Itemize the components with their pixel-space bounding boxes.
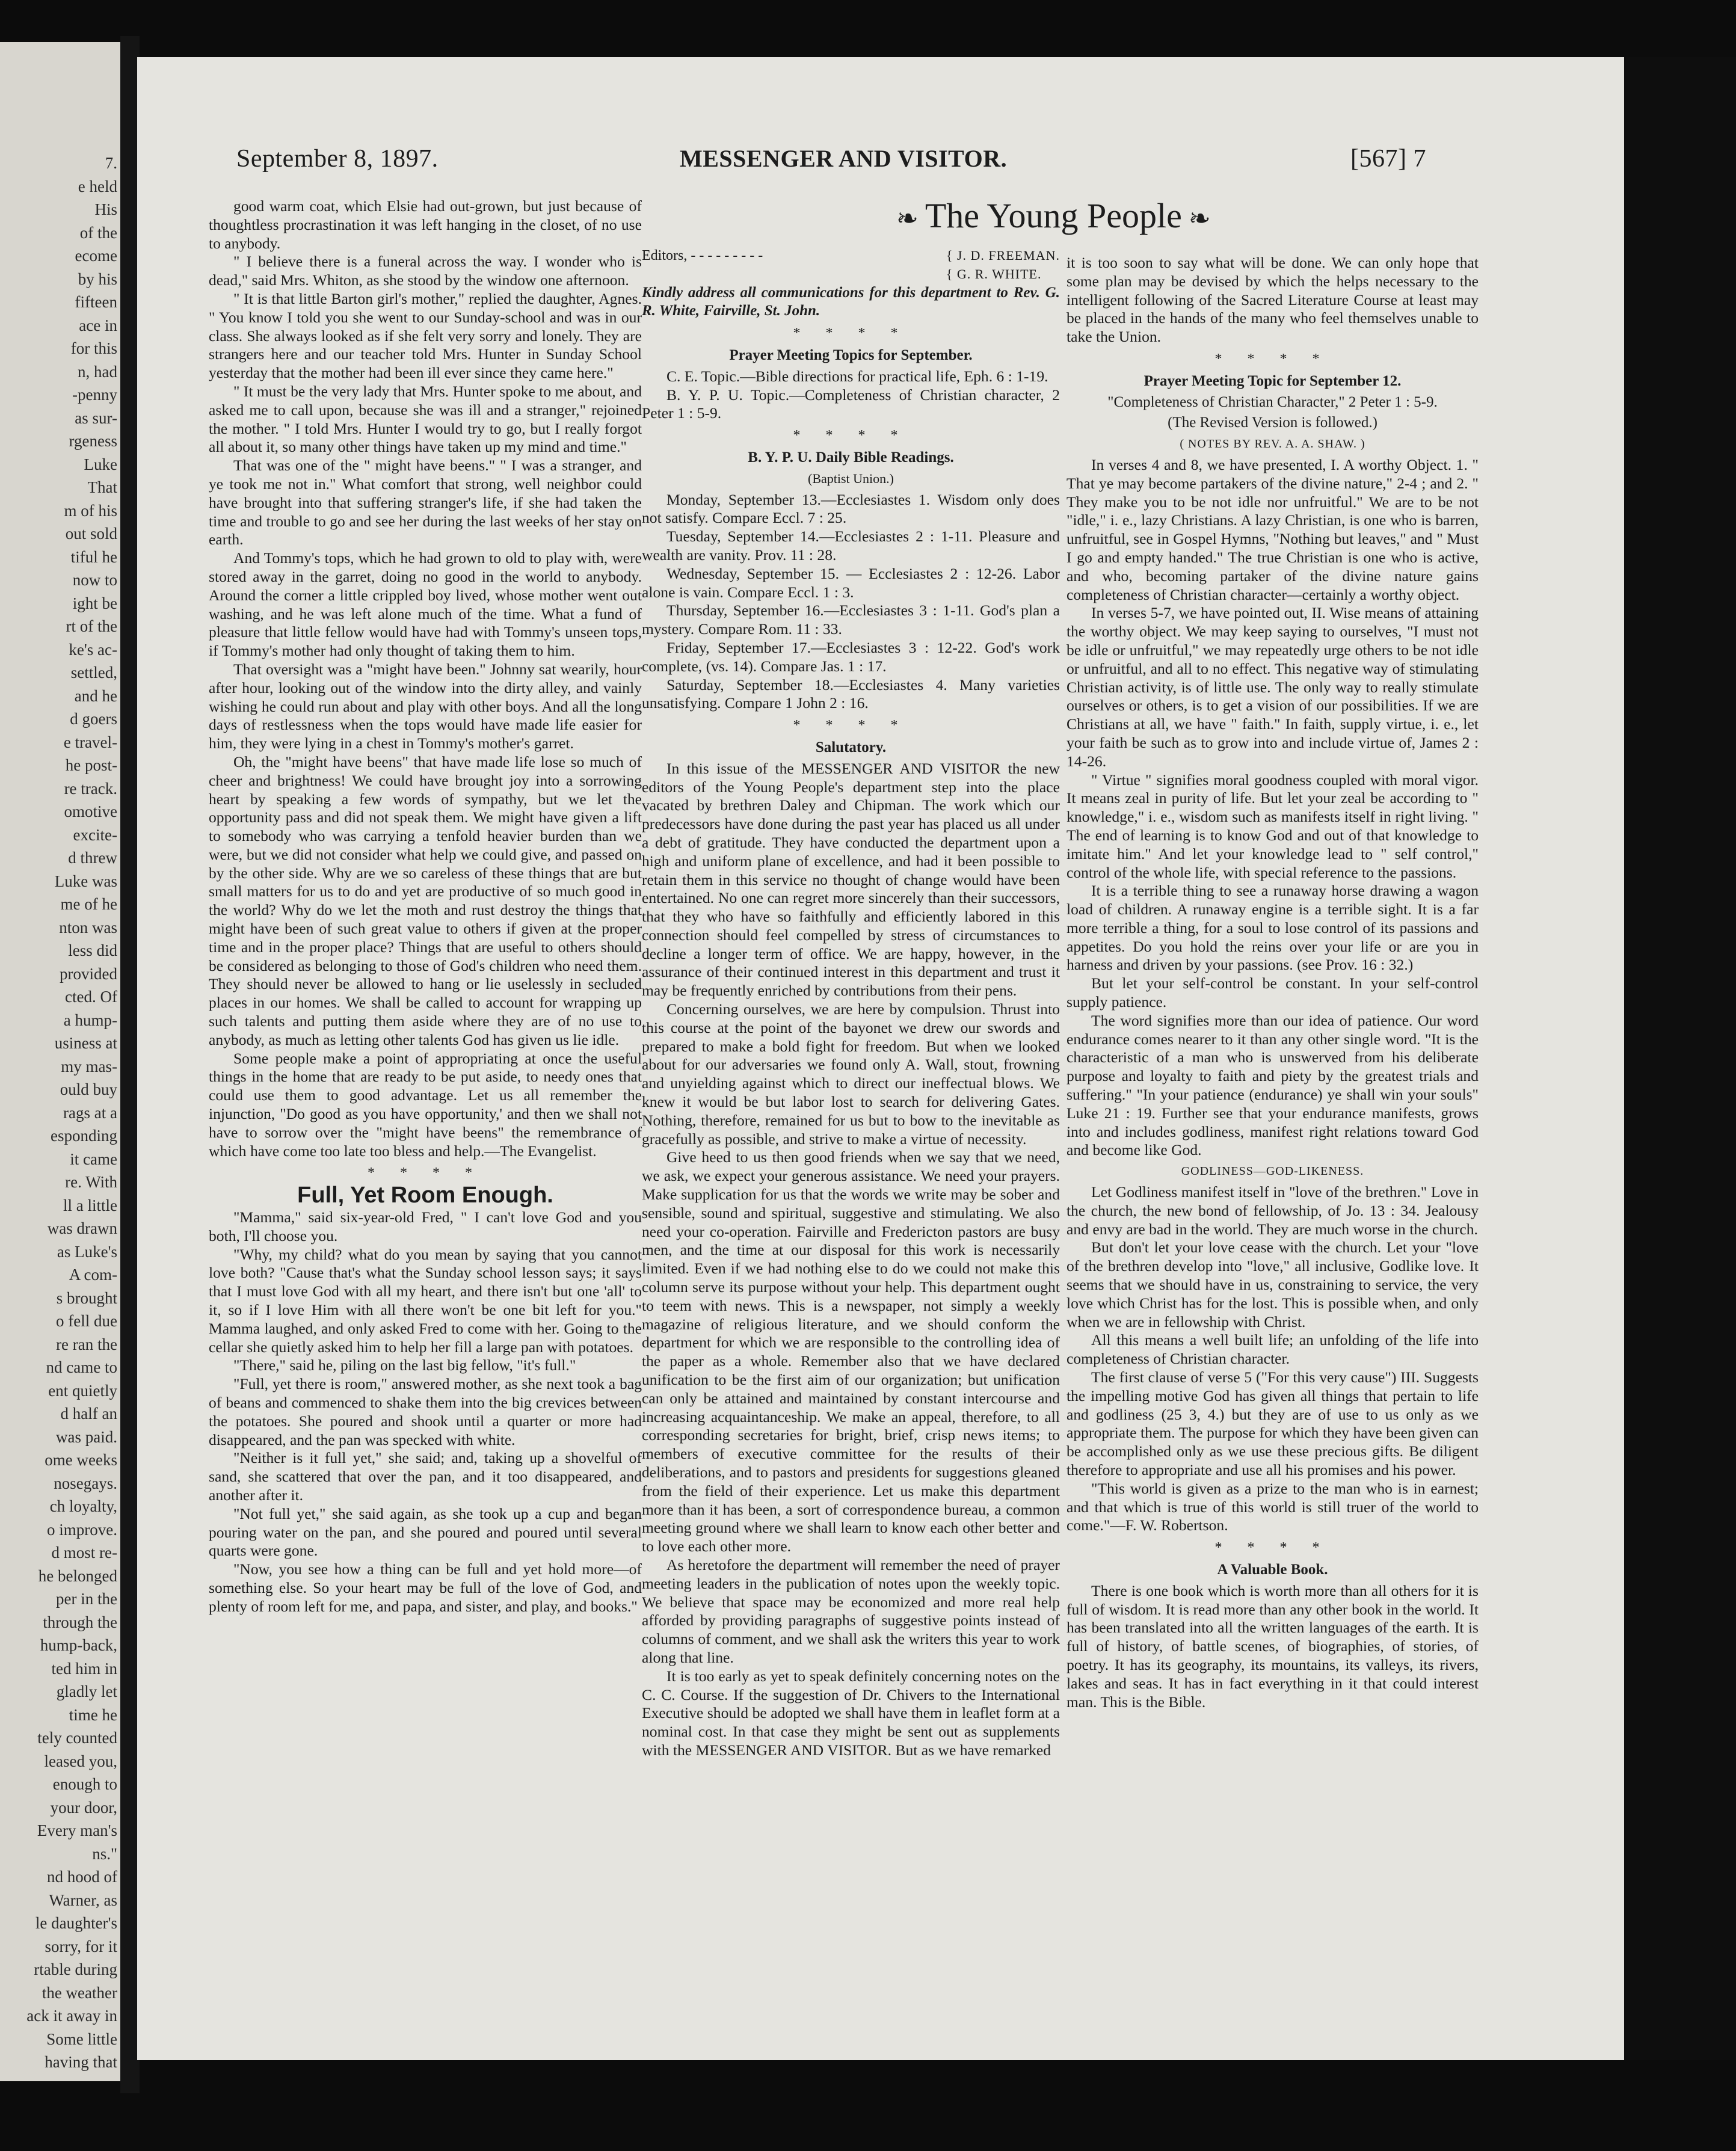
paragraph: "There," said he, piling on the last big fellow, "it's full." (233, 1356, 576, 1374)
prev-page-text-fragment: o fell due (56, 1312, 117, 1330)
prev-page-text-fragment: rt of the (66, 617, 117, 635)
paragraph: " It must be the very lady that Mrs. Hunter spoke to me about, and asked me to call upon, because she was ill and a stranger," rejoined the mother. " I told Mrs. Hunter I would try to go, but I really forgot all about it, so many other things have taken up my mind and time." (209, 382, 642, 456)
prev-page-text-fragment: he belonged (38, 1566, 117, 1585)
prev-page-text-fragment: leased you, (44, 1752, 117, 1770)
prev-page-text-fragment: and he (74, 686, 117, 705)
editor-name: J. D. FREEMAN. (956, 248, 1060, 263)
prev-page-text-fragment: re ran the (56, 1335, 117, 1353)
section-divider: * * * * (793, 718, 909, 734)
prev-page-text-fragment: -penny (72, 386, 117, 404)
paragraph: "Mamma," said six-year-old Fred, " I can't love God and you both, I'll choose you. (209, 1208, 642, 1245)
prev-page-text-fragment: provided (60, 964, 117, 983)
prev-page-text-fragment: now to (72, 571, 117, 589)
godliness-heading: GODLINESS—GOD-LIKENESS. (1181, 1165, 1364, 1178)
prev-page-text-fragment: ight be (72, 594, 117, 612)
paragraph: Friday, September 17.—Ecclesiastes 3 : 12-22. God's work complete, (vs. 14). Compare Jas. 1 : 17. (642, 638, 1060, 675)
prev-page-text-fragment: per in the (56, 1590, 117, 1608)
prev-page-text-fragment: Luke was (54, 872, 117, 890)
prev-page-text-fragment: as sur- (75, 408, 117, 427)
prev-page-text-fragment: less did (68, 941, 117, 959)
bible-readings-heading: B. Y. P. U. Daily Bible Readings. (748, 449, 954, 466)
prev-page-text-fragment: he post- (65, 756, 117, 774)
paragraph: The word signifies more than our idea of patience. Our word endurance comes nearer to it than any other single word. "It is the characteristic of a man who is unswerved from his deliberate purpose and loyalty to faith and piety by the greatest trials and suffering." "In your patience (endurance) ye shall win your souls" Luke 21 : 19. Further see that your endurance manifests, grows into and includes godliness, manifest right relations toward God and become like God. (1067, 1011, 1479, 1159)
paragraph: Concerning ourselves, we are here by compulsion. Thrust into this course at the point of the bayonet we drew our swords and prepared to make a bold fight for freedom. But when we looked about for our adversaries we found only A. Wall, stout, frowning and unyielding against which to direct our ineffectual blows. We knew it would be but labor lost to search for delivering Gates. Nothing, therefore, remained for us but to bow to the inevitable as gracefully as possible, and strive to make a virtue of necessity. (642, 1000, 1060, 1148)
paragraph: As heretofore the department will remember the need of prayer meeting leaders in the publication of notes upon the weekly topic. We believe that space may be economized and more real help afforded by providing paragraphs of suggestive points instead of columns of comment, and we shall ask the writers this year to work along that line. (642, 1556, 1060, 1666)
prev-page-text-fragment: re. With (65, 1173, 117, 1191)
paragraph: "This world is given as a prize to the man who is in earnest; and that which is true of this world is still truer of the world to come."—F. W. Robertson. (1067, 1479, 1479, 1534)
prev-page-text-fragment: having that (45, 2053, 117, 2071)
prev-page-text-fragment: a hump- (63, 1011, 117, 1029)
prev-page-text-fragment: enough to (52, 1775, 117, 1793)
prev-page-text-fragment: le daughter's (35, 1914, 117, 1932)
prev-page-text-fragment: e held (78, 177, 117, 195)
paragraph: That was one of the " might have beens." " I was a stranger, and ye took me not in." What comfort that strong, well neighbor could have brought into that suffering stranger's life, if she had taken the time and trouble to go and see her during the last weeks of her stay on earth. (209, 457, 642, 549)
prev-page-text-fragment: Luke (84, 455, 117, 473)
prev-page-text-fragment: it came (70, 1149, 117, 1168)
page-number: [567] 7 (1350, 145, 1426, 173)
prev-page-text-fragment: That (87, 478, 117, 496)
salutatory-heading: Salutatory. (815, 739, 887, 755)
paragraph: "Why, my child? what do you mean by saying that you cannot love both? "Cause that's what the Sunday school lesson says; it says that I must love God with all my heart, and there isn't but one 'all' to it, so if I love Him with all there won't be one bit left for you." Mamma laughed, and only asked Fred to come with her. Going to the cellar she quietly asked him to help her fill a large pan with potatoes. (209, 1245, 642, 1356)
prev-page-text-fragment: m of his (64, 501, 117, 520)
prev-page-text-fragment: cted. Of (65, 988, 117, 1006)
paragraph: Monday, September 13.—Ecclesiastes 1. Wisdom only does not satisfy. Compare Eccl. 7 : 25. (642, 490, 1060, 527)
prev-page-text-fragment: settled, (70, 663, 117, 682)
prev-page-text-fragment: rags at a (63, 1103, 117, 1122)
paragraph: "Full, yet there is room," answered mother, as she next took a bag of beans and commenced to shake them into the big crevices between the potatoes. She poured and shook until a quarter or more had disappeared, and the pan was specked with white. (209, 1375, 642, 1448)
prev-page-text-fragment: d most re- (51, 1543, 117, 1562)
prev-page-text-fragment: nd hood of (47, 1868, 117, 1886)
paragraph: Saturday, September 18.—Ecclesiastes 4. Many varieties unsatisfying. Compare 1 John 2 : 16. (642, 675, 1060, 712)
paragraph: " I believe there is a funeral across the way. I wonder who is dead," said Mrs. Whiton, as she stood by the window one afternoon. (209, 253, 642, 289)
prev-page-text-fragment: ns." (92, 1844, 117, 1863)
prev-page-text-fragment: time he (69, 1705, 117, 1724)
prev-page-text-fragment: was drawn (47, 1219, 117, 1237)
paragraph: There is one book which is worth more than all others for it is full of wisdom. It is read more than any other book in the world. It has been translated into all the written languages of the earth. It is full of history, of battle scenes, of biographies, of stories, of poetry. It has its geography, its mountains, its valleys, its rivers, lakes and seas. It has in fact everything in it that could interest man. This is the Bible. (1067, 1581, 1479, 1711)
editors-names: { J. D. FREEMAN. { G. R. WHITE. (946, 248, 1060, 282)
prev-page-text-fragment: n, had (78, 362, 117, 381)
prev-page-text-fragment: ke's ac- (69, 640, 117, 659)
paragraph: Thursday, September 16.—Ecclesiastes 3 : 1-11. God's plan a mystery. Compare Rom. 11 : 33. (642, 602, 1060, 638)
paragraph: And Tommy's tops, which he had grown to old to play with, were stored away in the garret, doing no good in the world to anybody. Around the corner a little crippled boy lived, whose mother went out washing, and he was left alone much of the time. What a fund of pleasure that little fellow would have had with Tommy's unseen tops, if Tommy's mother had only thought of taking them to him. (209, 549, 642, 660)
prev-page-text-fragment: e travel- (63, 733, 117, 751)
paragraph: B. Y. P. U. Topic.—Completeness of Christian character, 2 Peter 1 : 5-9. (642, 386, 1060, 422)
prev-page-text-fragment: sorry, for it (45, 1937, 117, 1956)
masthead-title: MESSENGER AND VISITOR. (680, 145, 1008, 172)
paragraph: In this issue of the MESSENGER AND VISITOR the new editors of the Young People's department step into the place vacated by brethren Daley and Chipman. The work which our predecessors have done during the past year has placed us all under a debt of gratitude. They have conducted the department upon a high and uniform plane of excellence, and had it been possible to retain them in this service no thought of change would have been entertained. No one can regret more sincerely than their successors, that they who have so faithfully and efficiently labored in this connection should feel compelled by stress of circumstances to decline a longer term of office. We are happy, however, in the assurance of their continued interest in this department and trust it may be frequently enriched by contributions from their pens. (642, 759, 1060, 1000)
prev-page-text-fragment: me of he (60, 895, 117, 913)
prev-page-text-fragment: re track. (64, 779, 117, 798)
prev-page-text-fragment: your door, (50, 1798, 117, 1817)
prev-page-text-fragment: A com- (69, 1266, 117, 1284)
scan-border (1624, 57, 1736, 2060)
paragraph: But don't let your love cease with the church. Let your "love of the brethren develop into "love," all inclusive, Godlike love. It seems that we should have in us, constraining to service, the very love which Christ has for the lost. This is possible when, and only when we are in fellowship with Christ. (1067, 1239, 1479, 1331)
paragraph: That oversight was a "might have been." Johnny sat wearily, hour after hour, looking out of the window into the dirty alley, and vainly wishing he could run about and play with other boys. And all the long days of restlessness when the tops would have made life easier for him, they were lying in a chest in Tommy's mother's garret. (209, 660, 642, 752)
prev-page-text-fragment: Every man's (37, 1821, 117, 1839)
column-right (1067, 254, 1479, 1711)
prev-page-text-fragment: ch loyalty, (49, 1497, 117, 1515)
paragraph: In verses 4 and 8, we have presented, I. A worthy Object. 1. " That ye may become partakers of the divine nature," 2-4 ; and 2. " They make you to be not idle nor unfruitful." We are to be not "idle," i. e., lazy Christians. A lazy Christian, is one who is barren, unfruitful, see in Gospel Hymns, "Nothing but leaves," and " Must I go and empty handed." The true Christian is one who is active, and who, becoming partaker of the divine nature gains completeness of Christian character—certainly a worthy object. (1067, 455, 1479, 603)
prev-page-text-fragment: out sold (65, 525, 117, 543)
notes-byline: ( NOTES BY REV. A. A. SHAW. ) (1180, 437, 1365, 451)
issue-date: September 8, 1897. (236, 145, 439, 173)
previous-page-fragment (0, 42, 123, 2081)
prev-page-text-fragment: of the (79, 223, 117, 242)
prev-page-text-fragment: ace in (79, 316, 117, 334)
prev-page-text-fragment: the weather (42, 1983, 117, 2002)
prev-page-text-fragment: omotive (64, 802, 117, 820)
prev-page-text-fragment: nosegays. (54, 1474, 117, 1492)
prev-page-text-fragment: as Luke's (57, 1242, 117, 1261)
prev-page-text-fragment: usiness at (54, 1034, 117, 1052)
prev-page-text-fragment: 7. (105, 154, 117, 172)
prev-page-text-fragment: ome weeks (45, 1451, 117, 1469)
paragraph: C. E. Topic.—Bible directions for practical life, Eph. 6 : 1-19. (666, 367, 1048, 385)
paragraph: In verses 5-7, we have pointed out, II. Wise means of attaining the worthy object. We may keep saying to ourselves, "I must not be idle or unfruitful," we may repeatedly urge others to be not idle or unfruitful, and all to no effect. This negative way of stimulating Christian activity, is of little use. The only way to really stimulate ourselves or others, is to get a vision of our possibilities. If we are Christians at all, we have " faith." In faith, supply virtue, i. e., let your faith be such as to grow into and include virtue of, James 2 : 14-26. (1067, 604, 1479, 770)
prev-page-text-fragment: through the (43, 1613, 117, 1631)
paragraph: It is a terrible thing to see a runaway horse drawing a wagon load of children. A runaway engine is a terrible sight. It is a far more terrible a thing, for a soul to lose control of its passions and appetites. Do you hold the reins over your life or are you in harness and driven by your passions. (see Prov. 16 : 32.) (1067, 882, 1479, 974)
article-heading: Full, Yet Room Enough. (297, 1183, 553, 1208)
prev-page-text-fragment: ack it away in (26, 2007, 117, 2025)
column-middle (642, 247, 1060, 1760)
prev-page-text-fragment: Warner, as (49, 1891, 117, 1909)
prev-page-text-fragment: for this (70, 339, 117, 357)
paragraph: Oh, the "might have beens" that have made life lose so much of cheer and brightness! We could have brought joy into a sorrowing heart by speaking a few words of sympathy, but we let the opportunity pass and did not speak them. We might have given a lift to somebody who was carrying a tenfold heavier burden than we were, but we did not consider what help we could give, and passed on by the other side. Why are we so careless of these things that are but small matters for us to do and yet are productive of so much good in the world? Why do we let the moth and rust destroy the things that might have been of such great value to others if given at the proper time and in the proper place? Things that are useful to others should be considered as belonging to those of God's children who need them. They should never be allowed to hang or lie uselessly in secluded places in our homes. We shall be called to account for wrapping up such talents and putting them aside where they are of no use to anybody, as much as letting other talents God has given us lie idle. (209, 752, 642, 1048)
paragraph: it is too soon to say what will be done. We can only hope that some plan may be devised by which the helps necessary to the intelligent following of the Sacred Literature Course at least may be placed in the hands of the many who feel themselves unable to take the Union. (1067, 254, 1479, 346)
prev-page-text-fragment: rgeness (69, 432, 117, 450)
prev-page-text-fragment: o improve. (47, 1520, 117, 1539)
prev-page-text-fragment: tely counted (37, 1729, 117, 1747)
leaf-ornament-icon: ❧ (1181, 204, 1211, 233)
paragraph: " Virtue " signifies moral goodness coupled with moral vigor. It means zeal in purity of life. But let your zeal be according to " knowledge," i. e., wisdom such as manifests itself in right living. " The end of learning is to know God and out of that knowledge to imitate him." And let your knowledge lead to " self control," control of the whole life, with special reference to the passions. (1067, 771, 1479, 881)
paragraph: Some people make a point of appropriating at once the useful things in the home that are ready to be put aside, to needy ones that could use them to good advantage. Let us all remember the injunction, "Do good as you have opportunity,' and then we shall not have to sorrow over the "might have beens" the remembrance of which have come too late too bless and help.—The Evangelist. (209, 1049, 642, 1160)
topic-line: "Completeness of Christian Character," 2 Peter 1 : 5-9. (1107, 393, 1438, 410)
column-left (209, 197, 642, 1616)
paragraph: Let Godliness manifest itself in "love of the brethren." Love in the church, the new bond of fellowship, of Jo. 13 : 34. Jealousy and envy are bad in the world. They are much worse in the church. (1067, 1183, 1479, 1238)
prev-page-text-fragment: Some little (46, 2029, 117, 2048)
paragraph: The first clause of verse 5 ("For this very cause") III. Suggests the impelling motive God has given all things that pertain to life and godliness (25 3, 4.) but they are of use to us only as we appropriate them. The purpose for which they have been given can be accomplished only as we use these precious gifts. Be diligent therefore to appropriate and use all his promises and his power. (1067, 1368, 1479, 1479)
section-divider: * * * * (368, 1165, 483, 1181)
leaf-ornament-icon: ❧ (896, 204, 925, 233)
prev-page-text-fragment: d half an (60, 1405, 117, 1423)
section-divider: * * * * (1214, 1540, 1331, 1556)
paragraph: "Neither is it full yet," she said; and, taking up a shovelful of sand, she scattered that over the pan, and it too disappeared, and another after it. (209, 1449, 642, 1504)
editors-line (642, 247, 1060, 284)
topic-heading: Prayer Meeting Topic for September 12. (1143, 372, 1402, 389)
prev-page-text-fragment: d goers (70, 710, 117, 728)
prev-page-text-fragment: excite- (73, 825, 117, 844)
paragraph: "Not full yet," she said again, as she took up a cup and began pouring water on the pan, and she poured and poured until several quarts were gone. (209, 1504, 642, 1560)
prev-page-text-fragment: ould buy (60, 1080, 117, 1098)
paragraph: Tuesday, September 14.—Ecclesiastes 2 : 1-11. Pleasure and wealth are vanity. Prov. 11 : 28. (642, 528, 1060, 564)
version-note: (The Revised Version is followed.) (1168, 414, 1377, 431)
paragraph: " It is that little Barton girl's mother," replied the daughter, Agnes. " You know I told you she went to our Sunday-school and was in our class. She always looked as if she felt very sorry and lonely. They are strangers here and our teacher told Mrs. Hunter in Sunday School yesterday that the mother had been ill ever since they came here." (209, 289, 642, 382)
address-note: Kindly address all communications for this department to Rev. G. R. White, Fairville, St. John. (642, 284, 1060, 319)
prev-page-text-fragment: my mas- (61, 1057, 117, 1076)
paragraph: Wednesday, September 15. — Ecclesiastes 2 : 12-26. Labor alone is vain. Compare Eccl. 1 : 3. (642, 564, 1060, 601)
section-title (896, 195, 1211, 236)
prev-page-text-fragment: ted him in (51, 1659, 117, 1678)
section-divider: * * * * (793, 325, 909, 342)
section-title-text: The Young People (925, 196, 1182, 235)
paragraph: Give heed to us then good friends when we say that we need, we ask, we expect your generous assistance. We need your prayers. Make supplication for us that the words we write may be sober and sensible, sound and spiritual, suggestive and stimulating. We also need your co-operation. Fairville and Fredericton pastors are busy men, and the time at our disposal for this work is necessarily limited. Even if we had nothing else to do we could not make this column serve its purpose without your help. This department ought to teem with news. This is a newspaper, not simply a weekly magazine of religious literature, and we should conform the department for which we are responsible to the controlling idea of the paper as a whole. Remember also that we have declared unification to be the first aim of our organization; but unification can only be attained and maintained by constant intercourse and increasing acquaintanceship. We make an appeal, therefore, to all corresponding secretaries for bright, brief, crisp news items; to members of executive committee for the results of their deliberations, and to pastors and presidents for suggestions gleaned from the field of their experience. Let us make this department more than it has been, a sort of correspondence bureau, a common meeting ground where we shall learn to know each other better and to love each other more. (642, 1148, 1060, 1556)
prev-page-text-fragment: was paid. (56, 1427, 117, 1446)
paragraph: good warm coat, which Elsie had out-grown, but just because of thoughtless procrastination it was left hanging in the closet, of no use to anybody. (209, 197, 642, 252)
prev-page-text-fragment: esponding (51, 1127, 117, 1145)
prev-page-text-fragment: by his (78, 269, 117, 288)
section-divider: * * * * (1214, 351, 1331, 367)
prev-page-text-fragment: fifteen (75, 293, 117, 311)
prev-page-text-fragment: gladly let (56, 1682, 117, 1700)
prayer-topics-heading: Prayer Meeting Topics for September. (729, 346, 973, 363)
book-heading: A Valuable Book. (1217, 1561, 1328, 1578)
prev-page-text-fragment: His (94, 200, 117, 218)
prev-page-text-fragment: tiful he (70, 547, 117, 566)
prev-page-text-fragment: rtable during (34, 1960, 117, 1978)
paragraph: It is too early as yet to speak definitely concerning notes on the C. C. Course. If the suggestion of Dr. Chivers to the International Executive should be adopted we shall have them in leaflet form at a nominal cost. In that case they might be sent out as supplements with the MESSENGER AND VISITOR. But as we have remarked (642, 1667, 1060, 1759)
paragraph: "Now, you see how a thing can be full and yet hold more—of something else. So your heart may be full of the love of God, and plenty of room left for me, and papa, and sister, and play, and books." (209, 1560, 642, 1615)
paragraph: But let your self-control be constant. In your self-control supply patience. (1067, 974, 1479, 1011)
prev-page-text-fragment: ent quietly (48, 1381, 117, 1400)
prev-page-text-fragment: ll a little (63, 1196, 117, 1214)
prev-page-text-fragment: nton was (59, 918, 117, 937)
prev-page-text-fragment: hump-back, (40, 1636, 117, 1654)
editor-name: G. R. WHITE. (956, 266, 1042, 282)
prev-page-text-fragment: d threw (68, 849, 117, 867)
prev-page-text-fragment: nd came to (46, 1358, 117, 1376)
editors-label: Editors, - - - - - - - - - (642, 248, 763, 263)
prev-page-text-fragment: ecome (75, 247, 117, 265)
bible-readings-subheading: (Baptist Union.) (808, 470, 894, 486)
prev-page-text-fragment: s brought (56, 1288, 117, 1307)
paragraph: All this means a well built life; an unfolding of the life into completeness of Christian character. (1067, 1331, 1479, 1368)
section-divider: * * * * (793, 428, 909, 444)
